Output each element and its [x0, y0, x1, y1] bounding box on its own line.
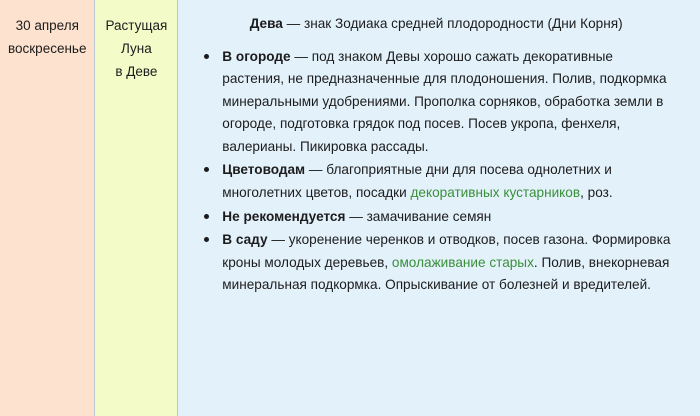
list-item — [214, 206, 678, 229]
item-dash: — — [267, 232, 289, 248]
moon-phase-cell — [95, 0, 178, 416]
moon-sign-label: в Деве — [115, 64, 158, 80]
date-weekday: воскресенье — [8, 41, 87, 57]
item-dash: — — [305, 162, 327, 178]
moon-phase-label: Растущая Луна — [105, 18, 168, 57]
item-label: Не рекомендуется — [222, 208, 346, 224]
item-label: В саду — [222, 232, 268, 248]
item-dash: — — [290, 48, 312, 64]
zodiac-heading-rest: — знак Зодиака средней плодородности (Дни Корня) — [282, 16, 623, 31]
list-item — [214, 159, 678, 204]
item-label: Цветоводам — [222, 162, 306, 178]
zodiac-heading — [194, 13, 678, 36]
list-item — [214, 46, 678, 159]
zodiac-sign-name: Дева — [249, 16, 283, 31]
item-dash: — — [345, 208, 367, 224]
item-text: под знаком Девы хорошо сажать декоративные растения, не предназначенные для плодоношения. Полив, подкормка минеральными удобрениями. Прополка сорняков, обработка земли в огороде, подготовка грядок под посев. Посев укропа, фенхеля, валерианы. Пикировка рассады. — [222, 48, 667, 154]
item-text: замачивание семян — [366, 208, 492, 224]
item-label: В огороде — [222, 48, 291, 64]
item-highlight[interactable]: декоративных кустарников — [410, 184, 581, 200]
item-text-after: , роз. — [580, 184, 613, 200]
item-text: благоприятные дни для посева однолетних и многолетних цветов, посадки — [222, 162, 612, 200]
item-text: укоренение черенков и отводков, посев газона. Формировка кроны молодых деревьев, — [222, 232, 671, 270]
recommendations-cell — [178, 0, 700, 416]
list-item — [214, 229, 678, 297]
recommendation-list — [194, 46, 678, 297]
date-cell — [0, 0, 95, 416]
date-day: 30 апреля — [15, 18, 79, 33]
item-highlight[interactable]: омолаживание старых — [391, 254, 534, 270]
item-text-after: . Полив, внекорневая минеральная подкормка. Опрыскивание от болезней и вредителей. — [222, 254, 670, 293]
